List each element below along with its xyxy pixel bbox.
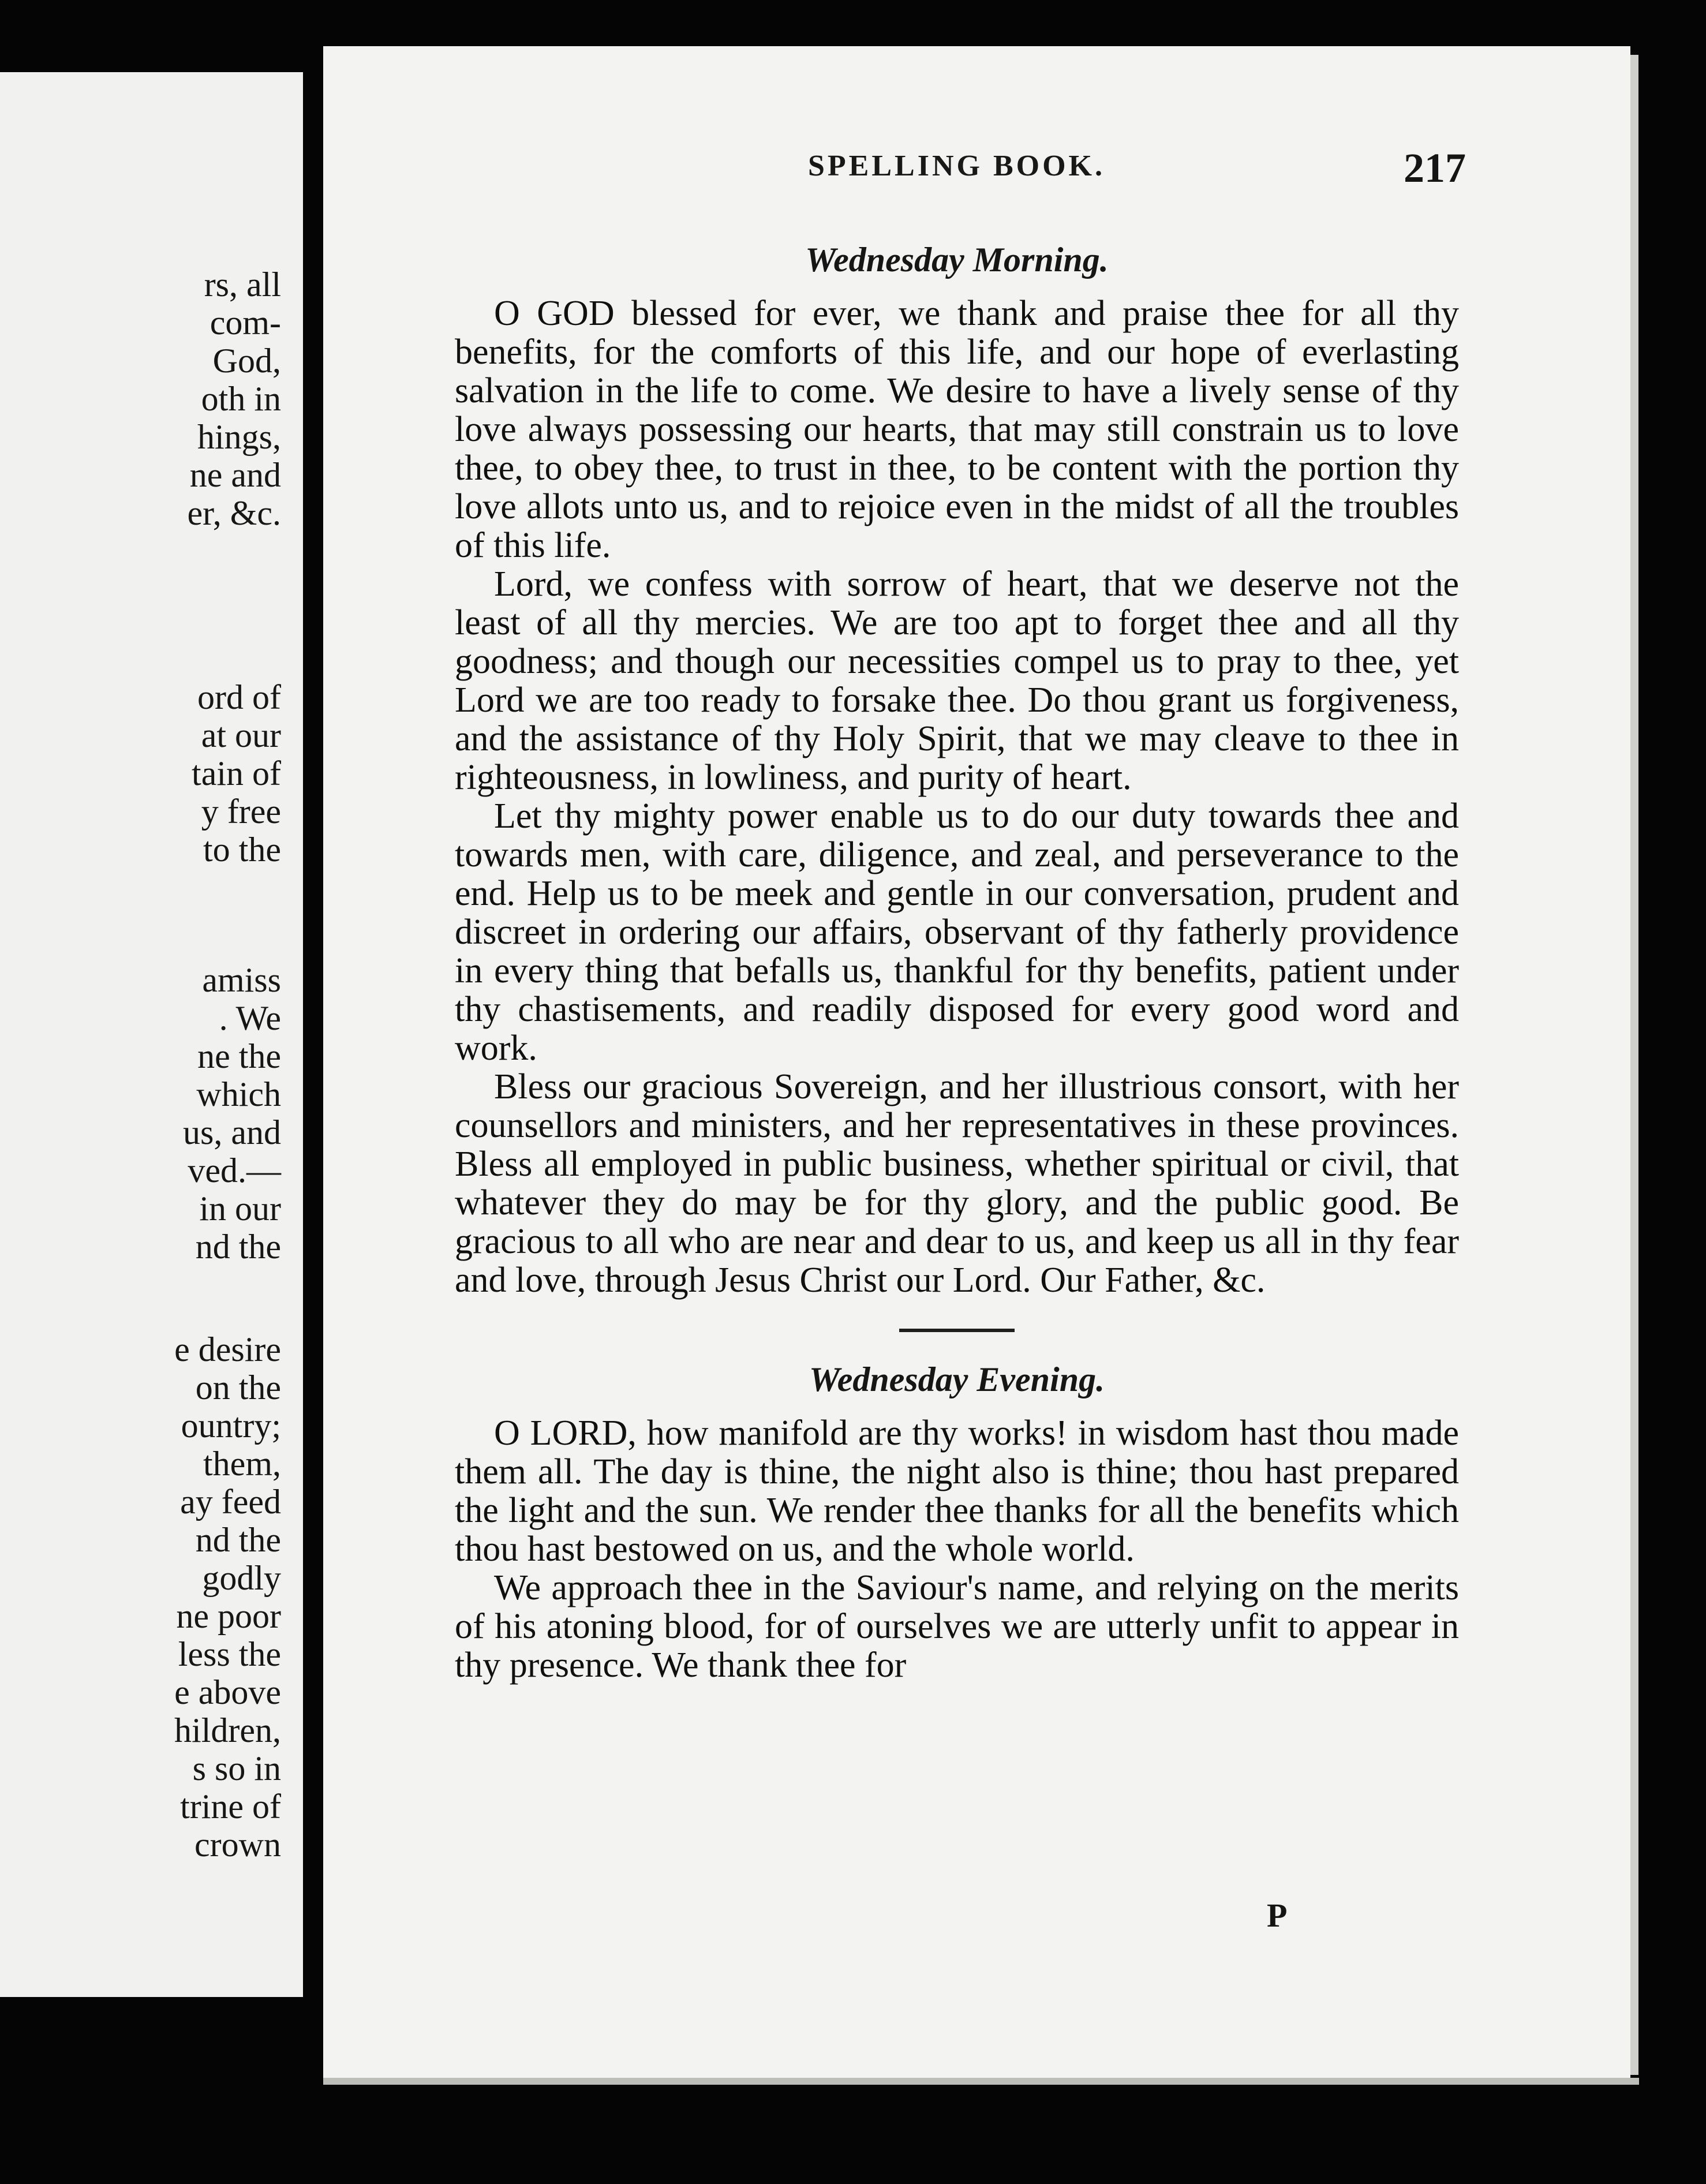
left-page-line: nd the: [195, 1228, 281, 1266]
left-page-line: godly: [202, 1559, 281, 1597]
paragraph: O GOD blessed for ever, we thank and praise thee for all thy benefits, for the comforts of this life, and our hope of everlasting salvation in the life to come. We desire to have a lively sense of thy love always possessing our hearts, that may still constrain us to love thee, to obey thee, to trust in thee, to be content with the portion thy love allots unto us, and to rejoice even in the midst of all the troubles of this life.: [455, 294, 1459, 565]
left-page-line: ay feed: [180, 1483, 281, 1521]
left-page-line: er, &c.: [187, 494, 281, 532]
left-page-line: trine of: [180, 1787, 281, 1826]
left-page-line: us, and: [183, 1113, 281, 1151]
left-page-line: which: [196, 1075, 281, 1113]
section-divider: [899, 1329, 1015, 1332]
left-page-line: on the: [195, 1368, 281, 1407]
left-page-line: ved.—: [188, 1151, 281, 1190]
page-bottom-edge: [323, 2078, 1639, 2085]
left-page-line: nd the: [195, 1521, 281, 1559]
page-header: [323, 144, 1630, 196]
signature-mark: P: [1267, 1897, 1288, 1934]
page-edge: [1630, 55, 1638, 2075]
book-page: [323, 46, 1630, 2078]
paragraph: Let thy mighty power enable us to do our duty towards thee and towards men, with care, diligence, and zeal, and perseverance to the end. Help us to be meek and gentle in our conversation, prudent and discreet in ordering our affairs, observant of thy fatherly providence in every thing that befalls us, thankful for thy benefits, patient under thy chastisements, and readily disposed for every good word and work.: [455, 796, 1459, 1068]
paragraph: Lord, we confess with sorrow of heart, that we deserve not the least of all thy mercies. We are too apt to forget thee and all thy goodness; and though our necessities compel us to pray to thee, yet Lord we are too ready to forsake thee. Do thou grant us forgiveness, and the assistance of thy Holy Spirit, that we may cleave to thee in righteousness, in lowliness, and purity of heart.: [455, 564, 1459, 797]
paragraph: We approach thee in the Saviour's name, and relying on the merits of his atoning blood, for of ourselves we are utterly unfit to appear in thy presence. We thank thee for: [455, 1568, 1459, 1685]
left-page-line: oth in: [201, 380, 281, 418]
left-page-line: rs, all: [204, 265, 281, 304]
paragraph: O LORD, how manifold are thy works! in wisdom hast thou made them all. The day is thine, the night also is thine; thou hast prepared the light and the sun. We render thee thanks for all the benefits which thou hast bestowed on us, and the whole world.: [455, 1413, 1459, 1569]
left-page-line: ountry;: [181, 1407, 281, 1445]
left-page-line: ne the: [197, 1037, 281, 1075]
previous-page-fragment: [0, 72, 303, 1997]
running-head: SPELLING BOOK.: [808, 149, 1105, 182]
left-page-line: to the: [203, 831, 281, 869]
left-page-line: less the: [178, 1635, 281, 1673]
left-page-line: s so in: [192, 1749, 281, 1787]
left-page-line: e above: [174, 1673, 281, 1711]
left-page-line: them,: [203, 1445, 281, 1483]
left-page-line: ne and: [189, 456, 281, 494]
left-page-line: hings,: [197, 418, 281, 456]
left-page-line: . We: [219, 999, 281, 1037]
left-page-line: y free: [201, 792, 281, 831]
page-number: 217: [1404, 145, 1466, 191]
left-page-line: amiss: [202, 961, 281, 999]
left-page-line: hildren,: [174, 1711, 281, 1749]
page-body: [455, 237, 1459, 1685]
paragraph: Bless our gracious Sovereign, and her illustrious consort, with her counsellors and ministers, and her representatives in these provinces. Bless all employed in public business, whether spiritual or civil, that whatever they do may be for thy glory, and the public good. Be gracious to all who are near and dear to us, and keep us all in thy fear and love, through Jesus Christ our Lord. Our Father, &c.: [455, 1067, 1459, 1300]
left-page-line: tain of: [192, 754, 281, 792]
left-page-line: at our: [201, 716, 281, 754]
left-page-line: com-: [209, 304, 281, 342]
section-title-wednesday-evening: Wednesday Evening.: [809, 1360, 1105, 1398]
left-page-line: ne poor: [176, 1597, 281, 1635]
left-page-line: e desire: [174, 1330, 281, 1368]
left-page-line: ord of: [197, 678, 281, 716]
left-page-line: in our: [199, 1190, 281, 1228]
section-title-wednesday-morning: Wednesday Morning.: [805, 241, 1109, 279]
left-page-line: crown: [194, 1826, 281, 1864]
left-page-line: God,: [212, 342, 281, 380]
